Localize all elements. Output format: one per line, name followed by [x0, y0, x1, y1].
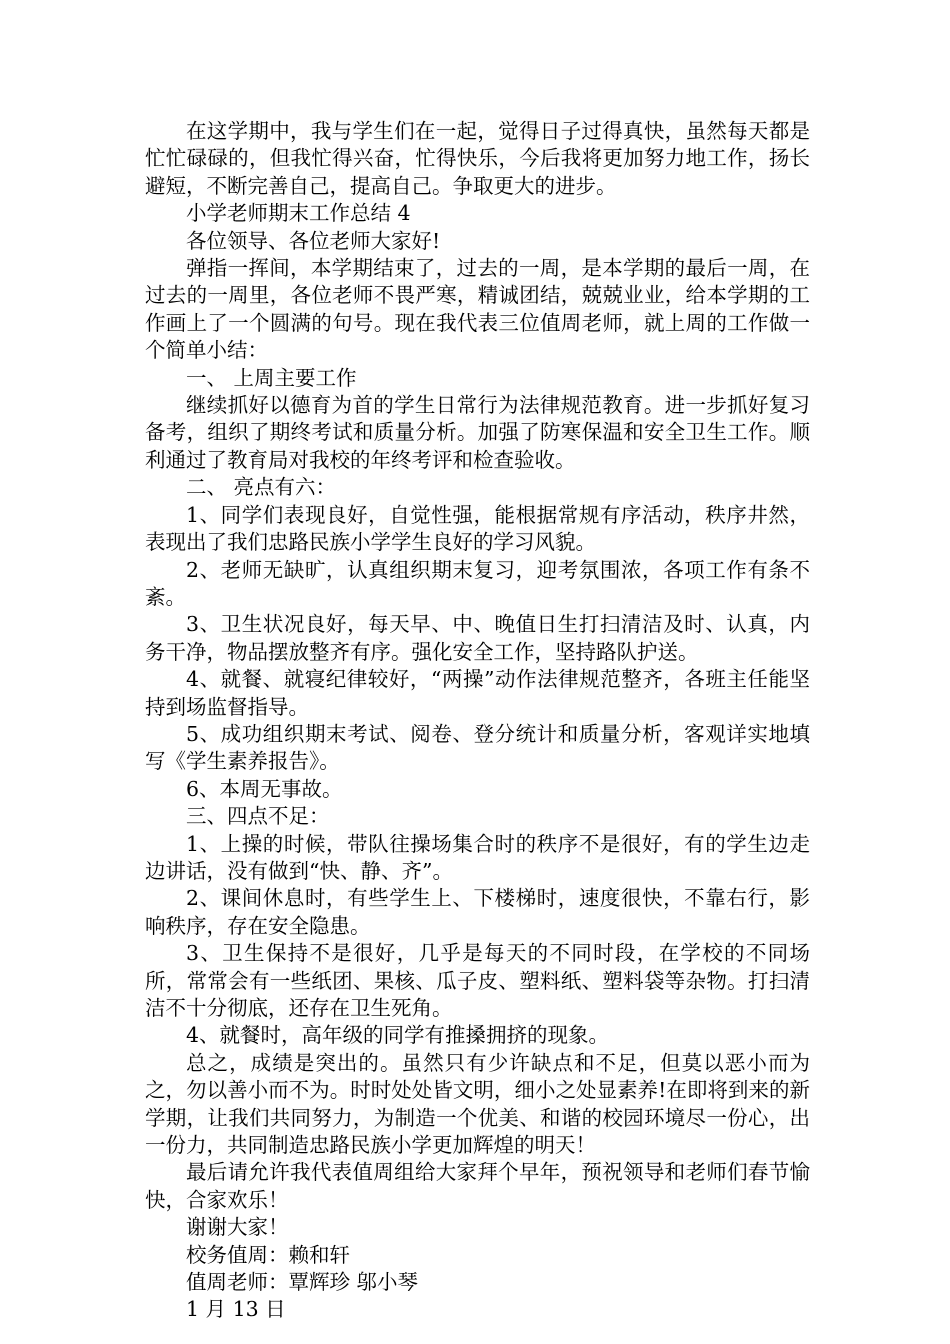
paragraph: 继续抓好以德育为首的学生日常行为法律规范教育。进一步抓好复习备考，组织了期终考试和质量分析。加强了防寒保温和安全卫生工作。顺利通过了教育局对我校的年终考评和检查验收。: [145, 393, 810, 472]
section-heading: 三、四点不足：: [186, 804, 330, 829]
list-item: 3、卫生保持不是很好，几乎是每天的不同时段，在学校的不同场所，常常会有一些纸团、果核、瓜子皮、塑料纸、塑料袋等杂物。打扫清洁不十分彻底，还存在卫生死角。: [145, 941, 810, 1020]
list-item: 2、老师无缺旷，认真组织期末复习，迎考氛围浓，各项工作有条不紊。: [145, 557, 810, 609]
list-item: 4、就餐、就寝纪律较好，“两操”动作法律规范整齐，各班主任能坚持到场监督指导。: [145, 667, 810, 719]
list-item: 4、就餐时，高年级的同学有推搡拥挤的现象。: [186, 1023, 610, 1048]
greeting: 各位领导、各位老师大家好!: [186, 228, 441, 253]
list-item: 1、同学们表现良好，自觉性强，能根据常规有序活动，秩序井然，表现出了我们忠路民族小学学生良好的学习风貌。: [145, 502, 810, 555]
paragraph: 总之，成绩是突出的。虽然只有少许缺点和不足，但莫以恶小而为之，勿以善小而不为。时时处处皆文明，细小之处显素养!在即将到来的新学期，让我们共同努力，为制造一个优美、和谐的校园环境尽一份心，出一份力，共同制造忠路民族小学更加辉煌的明天！: [145, 1050, 810, 1158]
section-heading: 二、 亮点有六：: [186, 475, 337, 500]
list-item: 1、上操的时候，带队往操场集合时的秩序不是很好，有的学生边走边讲话，没有做到“快、静、齐”。: [145, 831, 810, 883]
document-page: [145, 118, 810, 1324]
date: 1 月 13 日: [186, 1297, 286, 1322]
paragraph: 在这学期中，我与学生们在一起，觉得日子过得真快，虽然每天都是忙忙碌碌的，但我忙得兴奋，忙得快乐，今后我将更加努力地工作，扬长避短，不断完善自己，提高自己。争取更大的进步。: [145, 119, 810, 198]
section-heading: 一、 上周主要工作: [186, 365, 357, 390]
list-item: 5、成功组织期末考试、阅卷、登分统计和质量分析，客观详实地填写《学生素养报告》。: [145, 721, 810, 774]
signature-duty-teachers: 值周老师：覃辉珍 邬小琴: [186, 1270, 419, 1295]
paragraph: 最后请允许我代表值周组给大家拜个早年，预祝领导和老师们春节愉快，合家欢乐！: [145, 1160, 810, 1212]
closing-thanks: 谢谢大家！: [186, 1215, 289, 1240]
list-item: 6、本周无事故。: [186, 776, 343, 801]
section-title: 小学老师期末工作总结 4: [186, 201, 411, 226]
signature-duty-school: 校务值周：赖和轩: [186, 1242, 350, 1267]
paragraph: 弹指一挥间，本学期结束了，过去的一周，是本学期的最后一周，在过去的一周里，各位老师不畏严寒，精诚团结，兢兢业业，给本学期的工作画上了一个圆满的句号。现在我代表三位值周老师，就上周的工作做一个简单小结：: [145, 256, 810, 363]
list-item: 2、课间休息时，有些学生上、下楼梯时，速度很快，不靠右行，影响秩序，存在安全隐患。: [145, 886, 810, 938]
list-item: 3、卫生状况良好，每天早、中、晚值日生打扫清洁及时、认真，内务干净，物品摆放整齐有序。强化安全工作，坚持路队护送。: [145, 612, 810, 664]
